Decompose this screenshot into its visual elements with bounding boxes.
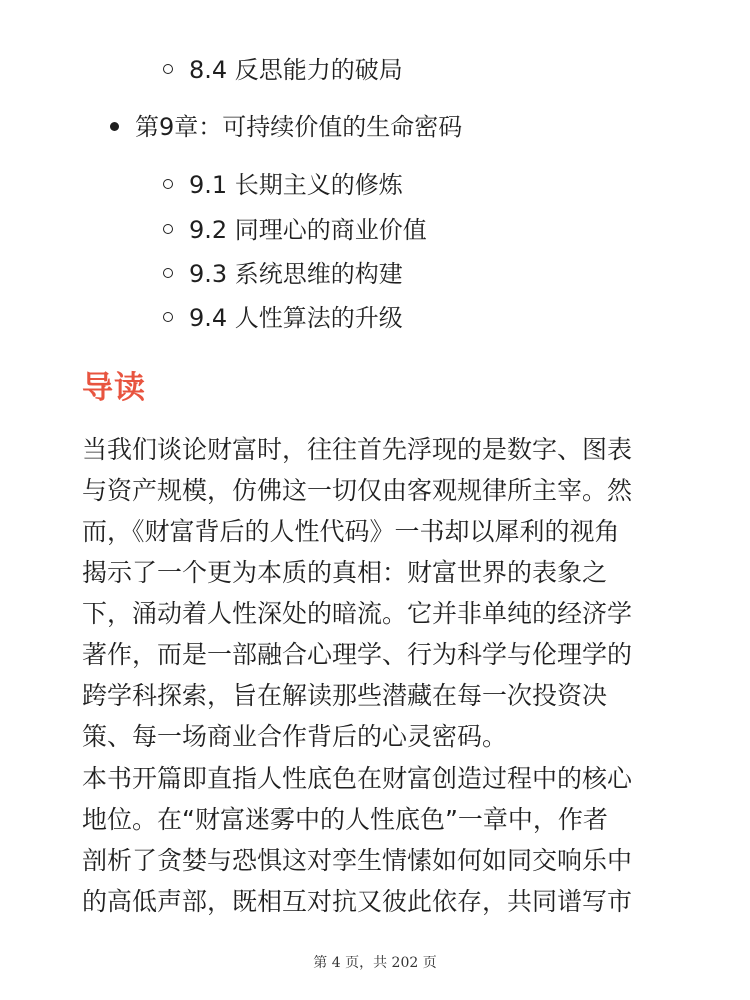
body-paragraph-1 [82,429,632,757]
paragraph-line: 与资产规模，仿佛这一切仅由客观规律所主宰。然 [82,476,633,505]
paragraph-line: 的高低声部，既相互对抗又彼此依存，共同谱写市 [82,887,633,916]
paragraph-line: 本书开篇即直指人性底色在财富创造过程中的核心 [82,764,633,793]
toc-item-9-4[interactable] [163,296,403,340]
paragraph-line: 当我们谈论财富时，往往首先浮现的是数字、图表 [82,435,633,464]
toc-item-label: 第9章：可持续价值的生命密码 [135,113,463,141]
hollow-bullet-icon [163,64,173,74]
toc-item-label: 9.2 同理心的商业价值 [189,216,427,244]
toc-item-9-1[interactable] [163,163,403,207]
toc-item-8-4[interactable] [163,48,403,92]
hollow-bullet-icon [163,268,173,278]
body-paragraph-2 [82,758,632,922]
toc-item-9-3[interactable] [163,252,403,296]
toc-item-9-2[interactable] [163,208,427,252]
toc-item-label: 9.1 长期主义的修炼 [189,171,403,199]
toc-item-label: 8.4 反思能力的破局 [189,56,403,84]
paragraph-line: 跨学科探索，旨在解读那些潜藏在每一次投资决 [82,681,608,710]
paragraph-line: 而，《财富背后的人性代码》一书却以犀利的视角 [82,517,620,546]
paragraph-line: 著作，而是一部融合心理学、行为科学与伦理学的 [82,640,633,669]
filled-bullet-icon [110,122,119,131]
toc-item-chapter-9[interactable] [110,105,462,149]
toc-item-label: 9.3 系统思维的构建 [189,260,403,288]
paragraph-line: 揭示了一个更为本质的真相：财富世界的表象之 [82,558,608,587]
section-heading: 导读 [82,370,146,406]
hollow-bullet-icon [163,179,173,189]
paragraph-line: 地位。在“财富迷雾中的人性底色”一章中，作者 [82,805,608,834]
hollow-bullet-icon [163,224,173,234]
hollow-bullet-icon [163,312,173,322]
paragraph-line: 剖析了贪婪与恐惧这对孪生情愫如何如同交响乐中 [82,846,633,875]
page-number-footer: 第 4 页，共 202 页 [313,955,437,971]
paragraph-line: 策、每一场商业合作背后的心灵密码。 [82,722,508,751]
paragraph-line: 下，涌动着人性深处的暗流。它并非单纯的经济学 [82,599,633,628]
toc-item-label: 9.4 人性算法的升级 [189,304,403,332]
